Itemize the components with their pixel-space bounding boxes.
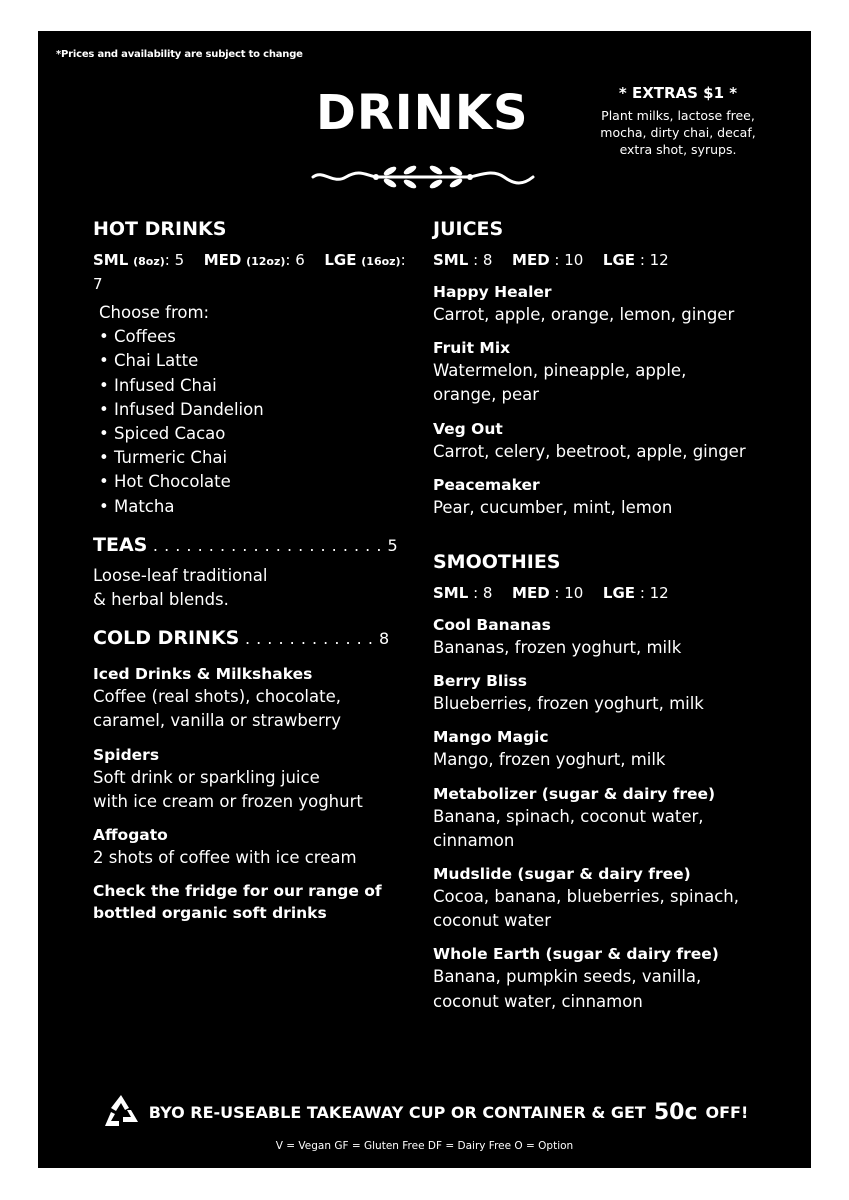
size-price: : 5 — [164, 251, 185, 269]
item-name: Berry Bliss — [433, 672, 528, 691]
menu-item — [433, 474, 783, 520]
hot-drinks-heading: HOT DRINKS — [93, 218, 227, 240]
item-desc: Pear, cucumber, mint, lemon — [433, 497, 673, 517]
item-desc: Carrot, apple, orange, lemon, ginger — [433, 305, 735, 324]
item-name: Peacemaker — [433, 475, 540, 494]
size-label: LGE — [602, 251, 636, 269]
menu-item — [433, 281, 783, 327]
item-desc: cinnamon — [433, 830, 515, 850]
off-text: OFF! — [705, 1102, 749, 1122]
item-name: Metabolizer (sugar & dairy free) — [433, 784, 716, 803]
menu-item — [433, 418, 783, 464]
item-name: Fruit Mix — [433, 339, 511, 358]
menu-board — [38, 31, 811, 1168]
size-label: SML — [433, 251, 469, 269]
item-desc: Carrot, celery, beetroot, apple, ginger — [433, 441, 746, 461]
juices-sizes — [433, 249, 783, 271]
teas-desc: & herbal blends. — [93, 590, 229, 610]
item-desc: orange, pear — [433, 385, 540, 405]
item-name: Cool Bananas — [433, 616, 551, 635]
item-desc: Bananas, frozen yoghurt, milk — [433, 638, 682, 658]
item-desc: Coffee (real shots), chocolate, — [93, 687, 341, 707]
recycle-icon — [101, 1093, 141, 1131]
smoothies-sizes — [433, 582, 783, 604]
fridge-note-line: Check the fridge for our range of — [93, 882, 382, 901]
size-price: : 12 — [639, 251, 669, 269]
teas-heading: TEAS — [93, 533, 148, 556]
size-price: : 10 — [554, 584, 584, 603]
item-name: Whole Earth (sugar & dairy free) — [433, 945, 719, 964]
size-price: : 8 — [473, 251, 493, 269]
menu-item — [433, 863, 783, 933]
item-desc: Banana, spinach, coconut water, — [433, 806, 704, 826]
menu-item — [93, 663, 418, 733]
menu-item — [93, 744, 418, 814]
extras-line: Plant milks, lactose free, — [601, 108, 755, 123]
size-price: : 12 — [639, 584, 669, 603]
teas-heading-row — [93, 533, 418, 558]
size-label: LGE — [602, 584, 636, 603]
item-desc: Banana, pumpkin seeds, vanilla, — [433, 967, 702, 987]
item-name: Mango Magic — [433, 728, 549, 747]
item-desc: Soft drink or sparkling juice — [93, 767, 320, 787]
choose-from-label: Choose from: — [99, 303, 210, 322]
menu-item — [433, 783, 783, 853]
cold-drinks-heading-row — [93, 626, 418, 651]
teas-desc: Loose-leaf traditional — [93, 565, 268, 585]
menu-item — [433, 726, 783, 772]
byo-banner — [101, 1093, 749, 1131]
dietary-legend: V = Vegan GF = Gluten Free DF = Dairy Free O = Option — [275, 1140, 574, 1152]
size-label: MED — [203, 251, 242, 269]
hot-drinks-list — [93, 325, 418, 519]
list-item: • Infused Dandelion — [99, 398, 418, 422]
size-label: SML — [433, 584, 469, 603]
menu-title: DRINKS — [316, 85, 529, 141]
byo-text: BYO RE-USEABLE TAKEAWAY CUP OR CONTAINER & GET — [148, 1102, 646, 1122]
item-desc: Cocoa, banana, blueberries, spinach, — [433, 887, 739, 907]
size-label: MED — [512, 584, 550, 603]
right-column — [433, 217, 783, 1014]
extras-line: extra shot, syrups. — [619, 142, 737, 157]
menu-item — [433, 670, 783, 716]
size-price: : 6 — [285, 251, 305, 269]
size-price: : 10 — [554, 251, 584, 269]
list-item: • Turmeric Chai — [99, 446, 418, 470]
leader-dots: . . . . . . . . . . . . . . . . . . . . . — [147, 535, 388, 555]
item-name: Mudslide (sugar & dairy free) — [433, 865, 691, 884]
leader-dots: . . . . . . . . . . . . — [239, 629, 380, 649]
fridge-note-line: bottled organic soft drinks — [93, 904, 327, 923]
menu-item — [93, 824, 418, 870]
menu-item — [433, 337, 783, 407]
list-item: • Infused Chai — [99, 374, 418, 398]
juices-heading: JUICES — [433, 218, 504, 240]
smoothies-heading: SMOOTHIES — [433, 551, 561, 574]
extras-line: mocha, dirty chai, decaf, — [600, 125, 756, 140]
list-item: • Coffees — [99, 325, 418, 349]
list-item: • Spiced Cacao — [99, 422, 418, 446]
item-desc: Mango, frozen yoghurt, milk — [433, 750, 666, 770]
flourish-ornament-icon — [308, 163, 538, 195]
size-label: MED — [512, 251, 550, 269]
size-label: LGE — [324, 251, 357, 269]
size-oz: (8oz) — [133, 255, 165, 268]
item-desc: coconut water, cinnamon — [433, 991, 643, 1011]
item-name: Veg Out — [433, 419, 503, 438]
item-desc: 2 shots of coffee with ice cream — [93, 848, 357, 868]
item-name: Iced Drinks & Milkshakes — [93, 665, 313, 684]
size-oz: (16oz) — [361, 255, 401, 268]
menu-item — [433, 614, 783, 660]
size-label: SML — [93, 251, 129, 269]
item-desc: Blueberries, frozen yoghurt, milk — [433, 694, 704, 714]
size-price: : 8 — [473, 584, 493, 603]
extras-box — [573, 84, 783, 158]
menu-item — [433, 943, 783, 1013]
item-name: Affogato — [93, 826, 168, 845]
item-desc: caramel, vanilla or strawberry — [93, 711, 342, 731]
list-item: • Chai Latte — [99, 349, 418, 373]
item-desc: Watermelon, pineapple, apple, — [433, 361, 687, 381]
size-price: : 7 — [93, 251, 406, 293]
extras-title: * EXTRAS $1 * — [618, 84, 738, 102]
item-name: Spiders — [93, 745, 160, 764]
size-oz: (12oz) — [246, 255, 286, 268]
list-item: • Hot Chocolate — [99, 470, 418, 494]
item-desc: with ice cream or frozen yoghurt — [93, 791, 363, 811]
cold-drinks-heading: COLD DRINKS — [93, 627, 240, 650]
list-item: • Matcha — [99, 495, 418, 519]
left-column — [93, 217, 418, 924]
footer — [38, 1093, 811, 1152]
item-desc: coconut water — [433, 911, 551, 931]
item-name: Happy Healer — [433, 283, 552, 301]
price-disclaimer: *Prices and availability are subject to change — [56, 49, 303, 60]
fridge-note — [93, 880, 418, 924]
cold-drinks-price: 8 — [379, 629, 390, 649]
discount-amount: 50c — [653, 1099, 698, 1125]
teas-price: 5 — [387, 535, 399, 555]
hot-drinks-sizes — [93, 249, 418, 295]
